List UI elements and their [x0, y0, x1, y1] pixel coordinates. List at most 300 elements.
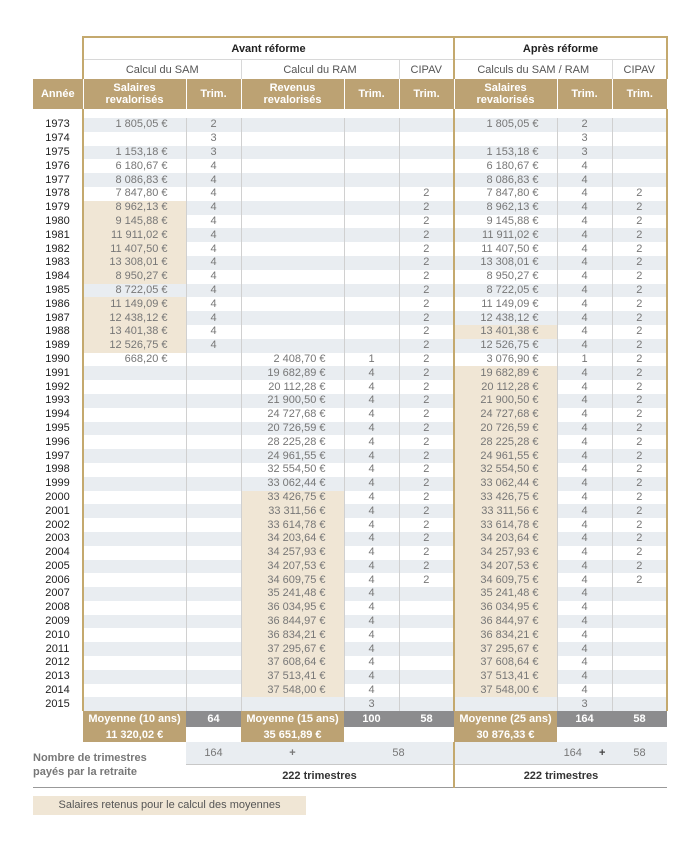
- apres-salary-cell: 24 961,55 €: [454, 449, 557, 463]
- apres-salary-cell: 33 311,56 €: [454, 504, 557, 518]
- year-cell: 1992: [45, 380, 70, 393]
- sam-trim-cell: [186, 408, 241, 422]
- sam-trim-cell: [186, 656, 241, 670]
- cipav-trim-cell: 2: [399, 491, 454, 505]
- sam-salary-cell: [83, 546, 186, 560]
- apres-average-value: 30 876,33 €: [454, 727, 557, 742]
- year-cell: 1985: [45, 283, 70, 296]
- apres-trim-cell: 4: [557, 477, 612, 491]
- ram-trim-cell: [344, 187, 399, 201]
- year-cell: 1979: [45, 201, 70, 214]
- ram-revenue-cell: 37 608,64 €: [241, 656, 344, 670]
- column-header-trim-sam: Trim.: [186, 79, 241, 109]
- sam-trim-cell: [186, 518, 241, 532]
- ram-revenue-cell: 35 241,48 €: [241, 587, 344, 601]
- apres-trim-cell: 4: [557, 394, 612, 408]
- apres-salary-cell: 34 207,53 €: [454, 560, 557, 574]
- cipav-trim-cell: 2: [399, 187, 454, 201]
- apres-salary-cell: 12 438,12 €: [454, 311, 557, 325]
- table-row: [33, 642, 667, 656]
- year-cell: 1986: [45, 297, 70, 310]
- empty-cell: [344, 727, 399, 742]
- apres-salary-cell: 32 554,50 €: [454, 463, 557, 477]
- ram-average-value: 35 651,89 €: [241, 727, 344, 742]
- avant-total-trimestres: 222 trimestres: [186, 765, 454, 788]
- sam-trim-cell: 4: [186, 173, 241, 187]
- sam-salary-cell: [83, 366, 186, 380]
- table-row: [33, 587, 667, 601]
- table-row: [33, 684, 667, 698]
- header-line: Revenus: [269, 82, 316, 94]
- apres-cipav-trim-cell: 2: [612, 394, 667, 408]
- sam-trim-cell: [186, 353, 241, 367]
- apres-cipav-trim-cell: [612, 615, 667, 629]
- cipav-trim-cell: [399, 173, 454, 187]
- sam-trim-cell: [186, 463, 241, 477]
- apres-trim-cell: 4: [557, 297, 612, 311]
- apres-salary-cell: 36 844,97 €: [454, 615, 557, 629]
- ram-revenue-cell: 37 513,41 €: [241, 670, 344, 684]
- cipav-trim-cell: [399, 684, 454, 698]
- cipav-trim-cell: 2: [399, 339, 454, 353]
- apres-cipav-trim-cell: [612, 587, 667, 601]
- year-cell: 1984: [45, 270, 70, 283]
- cipav-trim-cell: 2: [399, 504, 454, 518]
- ram-revenue-cell: [241, 201, 344, 215]
- apres-cipav-trim-cell: 2: [612, 477, 667, 491]
- sam-salary-cell: 8 722,05 €: [83, 284, 186, 298]
- cipav-trim-cell: 2: [399, 435, 454, 449]
- year-cell: 1990: [45, 352, 70, 365]
- year-cell: 2011: [45, 642, 70, 655]
- sam-salary-cell: [83, 656, 186, 670]
- apres-trim-cell: 4: [557, 366, 612, 380]
- ram-trim-cell: 4: [344, 518, 399, 532]
- table-row: [33, 546, 667, 560]
- sam-trim-cell: 3: [186, 146, 241, 160]
- column-header-revenus-revalorises: [241, 79, 344, 109]
- sam-average-label: Moyenne (10 ans): [83, 711, 186, 727]
- apres-trim-cell: 4: [557, 435, 612, 449]
- table-row: [33, 146, 667, 160]
- sam-salary-cell: [83, 642, 186, 656]
- sam-trim-cell: [186, 546, 241, 560]
- ram-trim-cell: 4: [344, 366, 399, 380]
- table-row: [33, 532, 667, 546]
- apres-cipav-trim-cell: [612, 628, 667, 642]
- apres-trim-cell: 4: [557, 463, 612, 477]
- apres-cipav-trim-cell: 2: [612, 573, 667, 587]
- sam-trim-cell: 4: [186, 187, 241, 201]
- apres-trim-cell: 4: [557, 587, 612, 601]
- year-cell: 2014: [45, 684, 70, 697]
- year-cell: 2015: [45, 697, 70, 710]
- apres-cipav-trim-cell: 2: [612, 187, 667, 201]
- apres-trim-cell: 4: [557, 656, 612, 670]
- table-row: [33, 325, 667, 339]
- cipav-trim-cell: 2: [399, 297, 454, 311]
- apres-trim-cell: 4: [557, 242, 612, 256]
- sam-trim-cell: 4: [186, 242, 241, 256]
- label-line: payés par la retraite: [33, 765, 137, 778]
- apres-salary-cell: 28 225,28 €: [454, 435, 557, 449]
- year-cell: 1996: [45, 435, 70, 448]
- sam-salary-cell: 6 180,67 €: [83, 159, 186, 173]
- ram-trim-cell: [344, 159, 399, 173]
- apres-trim-cell: 4: [557, 628, 612, 642]
- apres-trim-cell: 4: [557, 504, 612, 518]
- sam-trim-cell: [186, 504, 241, 518]
- ram-revenue-cell: 33 062,44 €: [241, 477, 344, 491]
- cipav-trim-cell: [399, 118, 454, 132]
- apres-salary-cell: [454, 697, 557, 711]
- apres-cipav-trim-cell: [612, 601, 667, 615]
- year-cell: 1973: [45, 118, 70, 131]
- cipav-trim-cell: 2: [399, 380, 454, 394]
- table-row: [33, 601, 667, 615]
- ram-trim-cell: [344, 132, 399, 146]
- year-cell: 1976: [45, 159, 70, 172]
- sam-trim-cell: 4: [186, 228, 241, 242]
- legend-highlight-swatch: Salaires retenus pour le calcul des moyennes: [33, 796, 306, 815]
- table-row: [33, 463, 667, 477]
- apres-trim-cell: 4: [557, 518, 612, 532]
- ram-revenue-cell: 37 295,67 €: [241, 642, 344, 656]
- table-row: [33, 491, 667, 505]
- sam-trim-cell: 3: [186, 132, 241, 146]
- table-row: [33, 670, 667, 684]
- table-row: [33, 284, 667, 298]
- year-cell: 1997: [45, 449, 70, 462]
- year-cell: 1993: [45, 394, 70, 407]
- ram-revenue-cell: 37 548,00 €: [241, 684, 344, 698]
- table-row: [33, 449, 667, 463]
- table-row: [33, 628, 667, 642]
- sam-salary-cell: 8 086,83 €: [83, 173, 186, 187]
- table-row: [33, 159, 667, 173]
- sam-salary-cell: [83, 532, 186, 546]
- ram-revenue-cell: [241, 132, 344, 146]
- apres-cipav-trim-cell: 2: [612, 297, 667, 311]
- sam-salary-cell: 8 962,13 €: [83, 201, 186, 215]
- cipav-trim-cell: [399, 159, 454, 173]
- year-cell: 2012: [45, 656, 70, 669]
- sam-average-value: 11 320,02 €: [83, 727, 186, 742]
- apres-salary-cell: 37 608,64 €: [454, 656, 557, 670]
- ram-revenue-cell: [241, 311, 344, 325]
- year-cell: 2009: [45, 615, 70, 628]
- ram-trim-cell: [344, 215, 399, 229]
- apres-cipav-trim-cell: [612, 656, 667, 670]
- table-row: [33, 615, 667, 629]
- sam-trim-cell: [186, 380, 241, 394]
- year-cell: 1999: [45, 477, 70, 490]
- sam-salary-cell: 9 145,88 €: [83, 215, 186, 229]
- sam-trim-cell: 4: [186, 201, 241, 215]
- cipav-trim-cell: 2: [399, 573, 454, 587]
- sam-salary-cell: 12 438,12 €: [83, 311, 186, 325]
- ram-revenue-cell: 34 207,53 €: [241, 560, 344, 574]
- year-cell: 2008: [45, 601, 70, 614]
- empty-cell: [186, 727, 241, 742]
- sam-trim-cell: [186, 587, 241, 601]
- cipav-trim-cell: [399, 642, 454, 656]
- avant-trimestres-regime-general: 164: [186, 742, 241, 765]
- apres-trim-cell: 4: [557, 256, 612, 270]
- apres-trim-cell: 4: [557, 408, 612, 422]
- ram-trim-cell: 4: [344, 504, 399, 518]
- cipav-trim-cell: [399, 697, 454, 711]
- ram-revenue-cell: [241, 118, 344, 132]
- year-cell: 2013: [45, 670, 70, 683]
- apres-average-label: Moyenne (25 ans): [454, 711, 557, 727]
- sam-trim-cell: [186, 532, 241, 546]
- ram-revenue-cell: 33 311,56 €: [241, 504, 344, 518]
- sam-trim-cell: 4: [186, 297, 241, 311]
- table-row: [33, 132, 667, 146]
- cipav-trim-cell: 2: [399, 325, 454, 339]
- cipav-trim-cell: 2: [399, 256, 454, 270]
- sam-salary-cell: [83, 670, 186, 684]
- apres-cipav-trim-total: 58: [612, 711, 667, 727]
- apres-salary-cell: 13 308,01 €: [454, 256, 557, 270]
- cipav-trim-cell: 2: [399, 215, 454, 229]
- cipav-trim-cell: 2: [399, 408, 454, 422]
- apres-cipav-trim-cell: [612, 670, 667, 684]
- header-line: revalorisés: [263, 94, 322, 106]
- sam-salary-cell: [83, 518, 186, 532]
- group-header-avant-reforme: Avant réforme: [83, 37, 454, 60]
- ram-trim-cell: 4: [344, 449, 399, 463]
- apres-cipav-trim-cell: 2: [612, 532, 667, 546]
- sam-trim-cell: [186, 449, 241, 463]
- apres-cipav-trim-cell: 2: [612, 491, 667, 505]
- column-header-apres-trim-cipav: Trim.: [612, 79, 667, 109]
- ram-revenue-cell: [241, 173, 344, 187]
- year-cell: 2001: [45, 504, 70, 517]
- apres-cipav-trim-cell: [612, 697, 667, 711]
- empty-corner: [33, 60, 83, 80]
- ram-revenue-cell: 28 225,28 €: [241, 435, 344, 449]
- cipav-trim-cell: [399, 146, 454, 160]
- sam-salary-cell: [83, 601, 186, 615]
- sam-trim-cell: [186, 642, 241, 656]
- ram-revenue-cell: [241, 242, 344, 256]
- table-row: [33, 573, 667, 587]
- sam-trim-cell: [186, 366, 241, 380]
- year-cell: 1981: [45, 228, 70, 241]
- apres-salary-cell: 33 426,75 €: [454, 491, 557, 505]
- sam-trim-cell: [186, 628, 241, 642]
- cipav-trim-cell: 2: [399, 228, 454, 242]
- ram-revenue-cell: [241, 325, 344, 339]
- cipav-trim-cell: 2: [399, 311, 454, 325]
- apres-cipav-trim-cell: 2: [612, 560, 667, 574]
- table-row: [33, 339, 667, 353]
- sam-salary-cell: 1 805,05 €: [83, 118, 186, 132]
- ram-revenue-cell: 36 834,21 €: [241, 628, 344, 642]
- sam-salary-cell: [83, 422, 186, 436]
- ram-revenue-cell: [241, 187, 344, 201]
- sam-trim-cell: 4: [186, 339, 241, 353]
- ram-trim-cell: [344, 173, 399, 187]
- cipav-trim-cell: 2: [399, 463, 454, 477]
- apres-salary-cell: [454, 132, 557, 146]
- sam-trim-cell: 4: [186, 256, 241, 270]
- apres-cipav-trim-cell: 2: [612, 284, 667, 298]
- apres-cipav-trim-cell: 2: [612, 518, 667, 532]
- apres-salary-cell: 33 614,78 €: [454, 518, 557, 532]
- apres-cipav-trim-cell: 2: [612, 408, 667, 422]
- apres-cipav-trim-cell: 2: [612, 215, 667, 229]
- ram-revenue-cell: 19 682,89 €: [241, 366, 344, 380]
- ram-revenue-cell: [241, 297, 344, 311]
- apres-cipav-trim-cell: 2: [612, 325, 667, 339]
- apres-trim-cell: 4: [557, 532, 612, 546]
- apres-trim-cell: 4: [557, 546, 612, 560]
- table-row: [33, 242, 667, 256]
- ram-trim-cell: 4: [344, 380, 399, 394]
- sam-trim-cell: [186, 477, 241, 491]
- table-row: [33, 408, 667, 422]
- year-cell: 1988: [45, 325, 70, 338]
- sam-trim-cell: [186, 422, 241, 436]
- apres-salary-cell: 8 086,83 €: [454, 173, 557, 187]
- ram-trim-cell: [344, 146, 399, 160]
- apres-salary-cell: 24 727,68 €: [454, 408, 557, 422]
- cipav-trim-total: 58: [399, 711, 454, 727]
- ram-trim-cell: [344, 228, 399, 242]
- cipav-trim-cell: 2: [399, 518, 454, 532]
- year-cell: 2000: [45, 490, 70, 503]
- apres-trim-cell: 4: [557, 187, 612, 201]
- apres-trim-cell: 4: [557, 339, 612, 353]
- sam-salary-cell: [83, 449, 186, 463]
- apres-salary-cell: 21 900,50 €: [454, 394, 557, 408]
- avant-plus-sign: +: [241, 742, 344, 765]
- sam-salary-cell: [83, 615, 186, 629]
- table-row: [33, 435, 667, 449]
- subgroup-cipav-avant: CIPAV: [399, 60, 454, 80]
- year-cell: 1977: [45, 173, 70, 186]
- table-row: [33, 560, 667, 574]
- apres-trim-cell: 4: [557, 270, 612, 284]
- sam-trim-cell: 4: [186, 159, 241, 173]
- sam-salary-cell: [83, 394, 186, 408]
- ram-average-label: Moyenne (15 ans): [241, 711, 344, 727]
- sam-salary-cell: [83, 573, 186, 587]
- apres-salary-cell: 37 295,67 €: [454, 642, 557, 656]
- ram-revenue-cell: 34 203,64 €: [241, 532, 344, 546]
- table-row: [33, 270, 667, 284]
- header-line: revalorisés: [105, 94, 164, 106]
- ram-trim-cell: 4: [344, 684, 399, 698]
- table-row: [33, 380, 667, 394]
- ram-trim-cell: [344, 297, 399, 311]
- year-cell: 1983: [45, 256, 70, 269]
- sam-salary-cell: 8 950,27 €: [83, 270, 186, 284]
- apres-salary-cell: 33 062,44 €: [454, 477, 557, 491]
- bottom-divider: [33, 788, 667, 789]
- column-header-trim-ram: Trim.: [344, 79, 399, 109]
- table-row: [33, 201, 667, 215]
- apres-salary-cell: 34 609,75 €: [454, 573, 557, 587]
- year-cell: 2002: [45, 518, 70, 531]
- year-cell: 2005: [45, 559, 70, 572]
- apres-trim-cell: 4: [557, 573, 612, 587]
- ram-trim-cell: 4: [344, 587, 399, 601]
- apres-cipav-trim-cell: [612, 173, 667, 187]
- cipav-trim-cell: 2: [399, 394, 454, 408]
- apres-cipav-trim-cell: 2: [612, 546, 667, 560]
- subgroup-calcul-ram: Calcul du RAM: [241, 60, 399, 80]
- cipav-trim-cell: 2: [399, 477, 454, 491]
- sam-salary-cell: [83, 408, 186, 422]
- sam-trim-cell: 4: [186, 270, 241, 284]
- apres-trim-cell: 4: [557, 601, 612, 615]
- sam-trim-cell: 2: [186, 118, 241, 132]
- apres-trim-cell: 4: [557, 159, 612, 173]
- apres-trimestres-cipav: 58: [612, 742, 667, 765]
- ram-trim-cell: [344, 256, 399, 270]
- year-cell: 1987: [45, 311, 70, 324]
- apres-salary-cell: 19 682,89 €: [454, 366, 557, 380]
- sam-salary-cell: [83, 380, 186, 394]
- apres-salary-cell: 37 548,00 €: [454, 684, 557, 698]
- table-row: [33, 697, 667, 711]
- ram-trim-cell: 4: [344, 615, 399, 629]
- apres-salary-cell: 12 526,75 €: [454, 339, 557, 353]
- sam-trim-cell: [186, 394, 241, 408]
- sam-salary-cell: 13 401,38 €: [83, 325, 186, 339]
- empty-cell: [399, 727, 454, 742]
- apres-salary-cell: 1 805,05 €: [454, 118, 557, 132]
- apres-cipav-trim-cell: [612, 118, 667, 132]
- ram-revenue-cell: [241, 256, 344, 270]
- cipav-trim-cell: [399, 601, 454, 615]
- apres-trim-cell: 4: [557, 422, 612, 436]
- year-cell: 1978: [45, 187, 70, 200]
- sam-trim-cell: [186, 697, 241, 711]
- year-cell: 1998: [45, 463, 70, 476]
- apres-cipav-trim-cell: 2: [612, 380, 667, 394]
- sam-salary-cell: [83, 132, 186, 146]
- ram-trim-cell: 4: [344, 670, 399, 684]
- table-row: [33, 228, 667, 242]
- apres-cipav-trim-cell: 2: [612, 463, 667, 477]
- sam-trim-cell: [186, 573, 241, 587]
- year-cell: 1994: [45, 408, 70, 421]
- sam-trim-total: 64: [186, 711, 241, 727]
- ram-trim-cell: [344, 201, 399, 215]
- apres-cipav-trim-cell: 2: [612, 422, 667, 436]
- table-row: [33, 118, 667, 132]
- sam-trim-cell: [186, 670, 241, 684]
- sam-salary-cell: 13 308,01 €: [83, 256, 186, 270]
- apres-trim-cell: 4: [557, 449, 612, 463]
- apres-trim-cell: 4: [557, 380, 612, 394]
- table-row: [33, 187, 667, 201]
- apres-salary-cell: 36 834,21 €: [454, 628, 557, 642]
- sam-salary-cell: 12 526,75 €: [83, 339, 186, 353]
- year-cell: 2007: [45, 587, 70, 600]
- sam-salary-cell: [83, 697, 186, 711]
- column-header-salaires-revalorises: [83, 79, 186, 109]
- apres-cipav-trim-cell: 2: [612, 504, 667, 518]
- ram-trim-cell: 4: [344, 642, 399, 656]
- apres-trim-cell: 1: [557, 353, 612, 367]
- sam-trim-cell: [186, 435, 241, 449]
